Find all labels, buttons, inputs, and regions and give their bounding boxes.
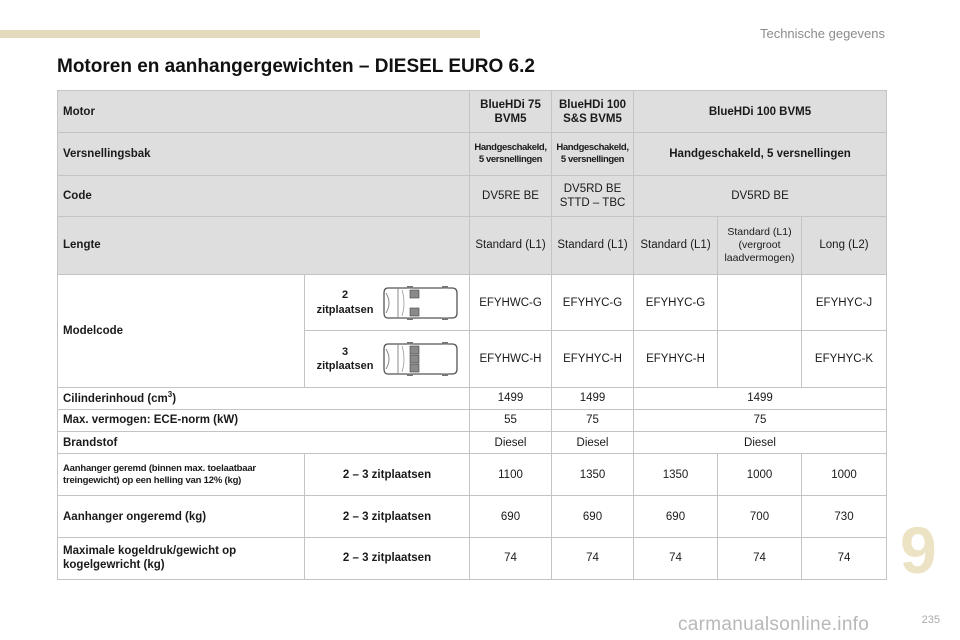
- modelcode-2-seats-col1: EFYHWC-G: [470, 275, 552, 331]
- unbraked-trailer-col3: 690: [634, 496, 718, 537]
- page-number: 235: [921, 614, 940, 626]
- nose-weight-col2: 74: [552, 537, 634, 579]
- code-col2: DV5RD BE STTD – TBC: [552, 175, 634, 216]
- unbraked-trailer-col2: 690: [552, 496, 634, 537]
- nose-weight-col4: 74: [718, 537, 802, 579]
- power-col2: 75: [552, 409, 634, 431]
- power-label: Max. vermogen: ECE-norm (kW): [58, 409, 470, 431]
- braked-trailer-col1: 1100: [470, 454, 552, 496]
- motor-col1: BlueHDi 75 BVM5: [470, 91, 552, 133]
- braked-trailer-label: Aanhanger geremd (binnen max. toelaatbaar treingewicht) op een helling van 12% (kg): [58, 454, 305, 496]
- nose-weight-col1: 74: [470, 537, 552, 579]
- nose-weight-label: Maximale kogeldruk/gewicht op kogelgewricht (kg): [58, 537, 305, 579]
- row-length: [58, 216, 887, 274]
- page-title: Motoren en aanhangergewichten – DIESEL EURO 6.2: [57, 56, 535, 77]
- length-col3: Standard (L1): [634, 216, 718, 274]
- modelcode-2-seats-col4: [718, 275, 802, 331]
- row-displacement: [58, 387, 887, 409]
- braked-trailer-col2: 1350: [552, 454, 634, 496]
- van-3-seats-icon: [382, 339, 460, 379]
- braked-trailer-col5: 1000: [802, 454, 887, 496]
- fuel-label: Brandstof: [58, 432, 470, 454]
- header-accent-bar: [0, 30, 480, 38]
- motor-col3: BlueHDi 100 BVM5: [634, 91, 887, 133]
- power-col3: 75: [634, 409, 887, 431]
- length-col5: Long (L2): [802, 216, 887, 274]
- van-2-seats-icon: [382, 283, 460, 323]
- modelcode-3-seats-col1: EFYHWC-H: [470, 331, 552, 387]
- displacement-col2: 1499: [552, 387, 634, 409]
- unbraked-trailer-col1: 690: [470, 496, 552, 537]
- motor-label: Motor: [58, 91, 470, 133]
- watermark: carmanualsonline.info: [678, 614, 870, 635]
- unbraked-trailer-seats: 2 – 3 zitplaatsen: [305, 496, 470, 537]
- row-gearbox: [58, 133, 887, 175]
- modelcode-2-seats-col5: EFYHYC-J: [802, 275, 887, 331]
- unbraked-trailer-col4: 700: [718, 496, 802, 537]
- modelcode-2-seats-col2: EFYHYC-G: [552, 275, 634, 331]
- nose-weight-seats: 2 – 3 zitplaatsen: [305, 537, 470, 579]
- fuel-col1: Diesel: [470, 432, 552, 454]
- code-col1: DV5RE BE: [470, 175, 552, 216]
- modelcode-label: Modelcode: [58, 275, 305, 388]
- displacement-col1: 1499: [470, 387, 552, 409]
- modelcode-2-seats-sub: [305, 275, 470, 331]
- row-power: [58, 409, 887, 431]
- row-fuel: [58, 432, 887, 454]
- modelcode-3-seats-col4: [718, 331, 802, 387]
- motor-col2: BlueHDi 100 S&S BVM5: [552, 91, 634, 133]
- gearbox-label: Versnellingsbak: [58, 133, 470, 175]
- length-col1: Standard (L1): [470, 216, 552, 274]
- modelcode-3-seats-col3: EFYHYC-H: [634, 331, 718, 387]
- row-code: [58, 175, 887, 216]
- seats-3-label: 3 zitplaatsen: [316, 345, 374, 373]
- nose-weight-col5: 74: [802, 537, 887, 579]
- braked-trailer-col4: 1000: [718, 454, 802, 496]
- gearbox-col1: Handgeschakeld, 5 versnellingen: [470, 133, 552, 175]
- nose-weight-col3: 74: [634, 537, 718, 579]
- modelcode-3-seats-sub: [305, 331, 470, 387]
- displacement-col3: 1499: [634, 387, 887, 409]
- length-col4: Standard (L1) (vergroot laadvermogen): [718, 216, 802, 274]
- fuel-col2: Diesel: [552, 432, 634, 454]
- length-label: Lengte: [58, 216, 470, 274]
- braked-trailer-col3: 1350: [634, 454, 718, 496]
- gearbox-col2: Handgeschakeld, 5 versnellingen: [552, 133, 634, 175]
- displacement-label: Cilinderinhoud $(cm^3)$: [58, 387, 470, 409]
- seats-2-label: 2 zitplaatsen: [316, 289, 374, 316]
- row-unbraked-trailer: [58, 496, 887, 537]
- modelcode-3-seats-col5: EFYHYC-K: [802, 331, 887, 387]
- power-col1: 55: [470, 409, 552, 431]
- fuel-col3: Diesel: [634, 432, 887, 454]
- row-modelcode-2-seats: [58, 275, 887, 331]
- engine-spec-table: [57, 90, 887, 580]
- code-label: Code: [58, 175, 470, 216]
- section-title: Technische gegevens: [759, 26, 885, 41]
- row-nose-weight: [58, 537, 887, 579]
- unbraked-trailer-col5: 730: [802, 496, 887, 537]
- row-braked-trailer: [58, 454, 887, 496]
- gearbox-col3: Handgeschakeld, 5 versnellingen: [634, 133, 887, 175]
- unbraked-trailer-label: Aanhanger ongeremd (kg): [58, 496, 305, 537]
- modelcode-3-seats-col2: EFYHYC-H: [552, 331, 634, 387]
- row-motor: [58, 91, 887, 133]
- modelcode-2-seats-col3: EFYHYC-G: [634, 275, 718, 331]
- length-col2: Standard (L1): [552, 216, 634, 274]
- code-col3: DV5RD BE: [634, 175, 887, 216]
- chapter-number: 9: [900, 513, 937, 587]
- braked-trailer-seats: 2 – 3 zitplaatsen: [305, 454, 470, 496]
